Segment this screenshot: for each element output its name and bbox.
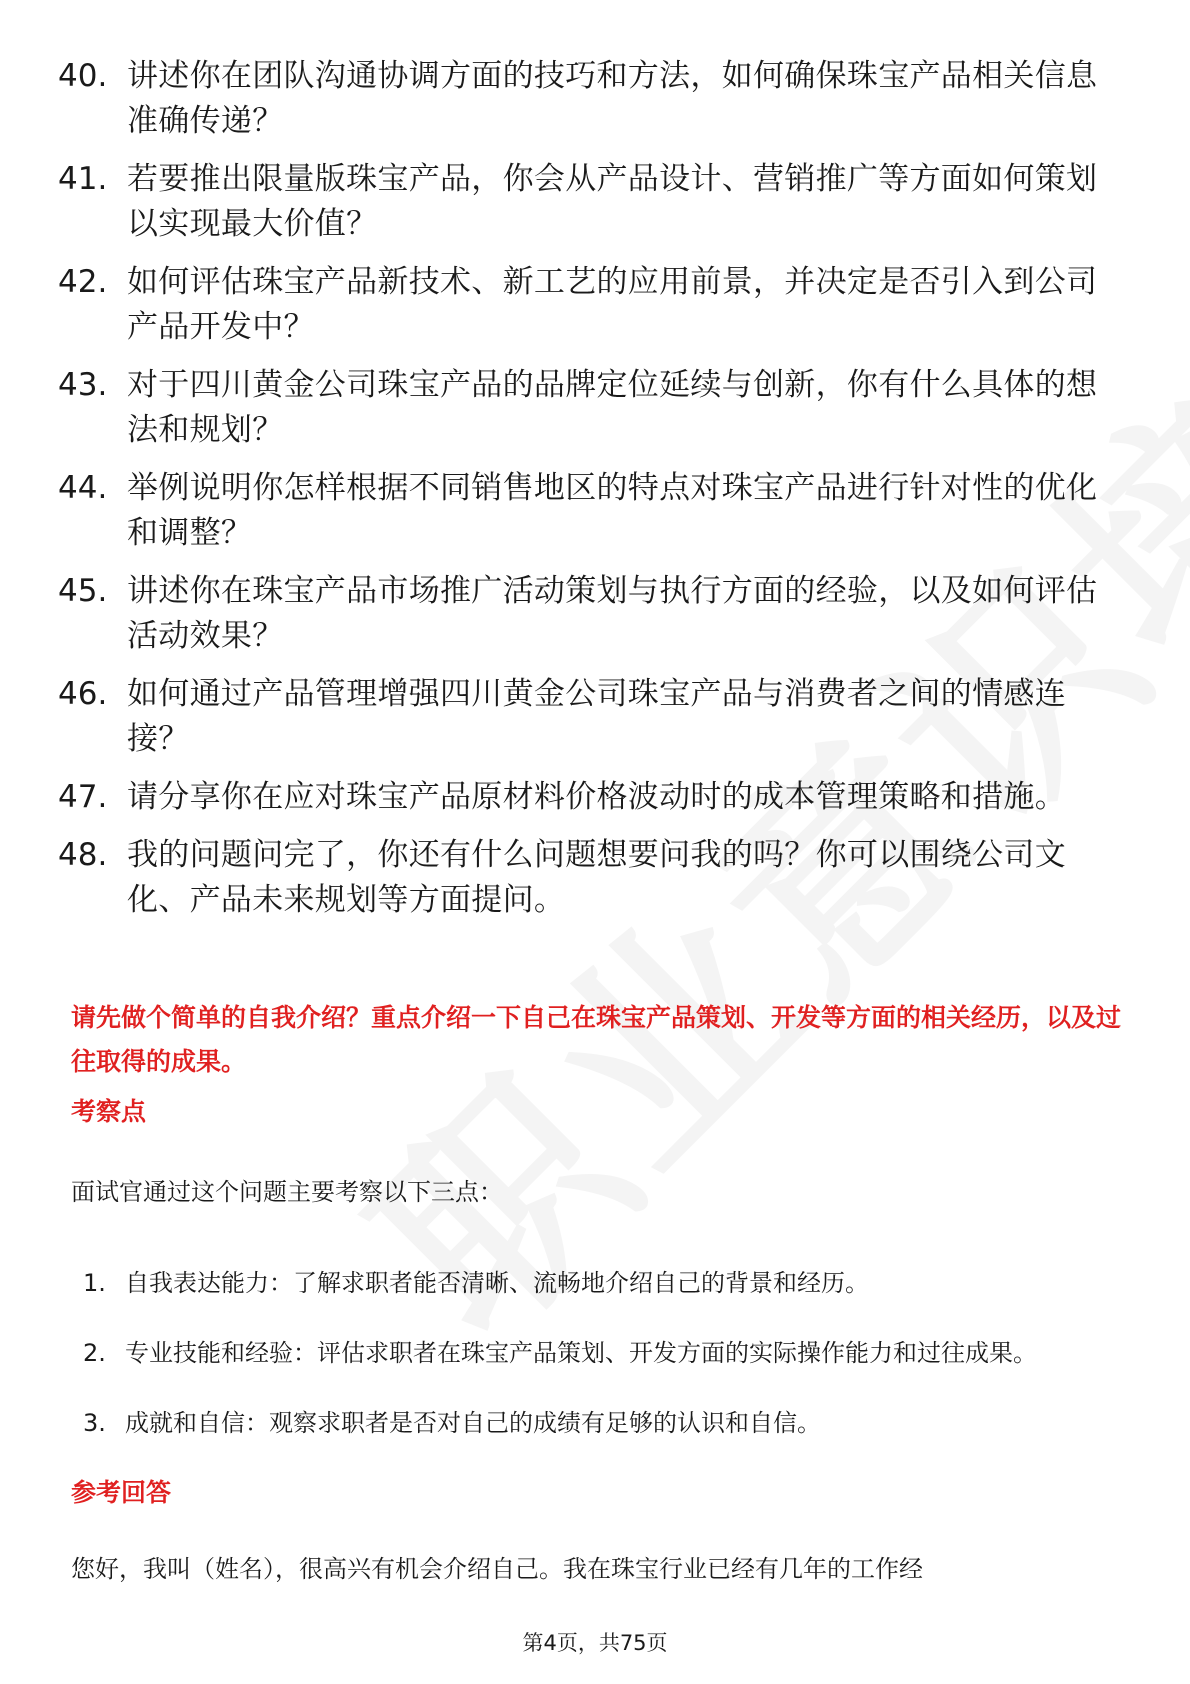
assess-intro: 面试官通过这个问题主要考察以下三点： [71, 1178, 503, 1206]
question-item [58, 260, 1128, 350]
question-list [58, 54, 1128, 936]
assess-point-number: 3. [83, 1409, 106, 1437]
answer-heading: 参考回答 [71, 1478, 172, 1507]
assess-point [83, 1324, 1133, 1382]
question-number: 48. [58, 837, 108, 873]
assess-point [83, 1254, 1133, 1312]
question-item [58, 775, 1128, 820]
assess-heading: 考察点 [71, 1097, 147, 1126]
question-item [58, 466, 1128, 556]
question-text: 讲述你在珠宝产品市场推广活动策划与执行方面的经验，以及如何评估活动效果？ [127, 573, 1098, 654]
assess-point-number: 2. [83, 1339, 106, 1367]
question-item [58, 157, 1128, 247]
answer-text: 您好，我叫（姓名），很高兴有机会介绍自己。我在珠宝行业已经有几年的工作经 [71, 1555, 923, 1583]
highlight-question: 请先做个简单的自我介绍？重点介绍一下自己在珠宝产品策划、开发等方面的相关经历，以及过往取得的成果。 [71, 1003, 1122, 1076]
assess-point-text: 自我表达能力：了解求职者能否清晰、流畅地介绍自己的背景和经历。 [125, 1269, 869, 1297]
question-item [58, 569, 1128, 659]
assess-point-text: 专业技能和经验：评估求职者在珠宝产品策划、开发方面的实际操作能力和过往成果。 [125, 1339, 1037, 1367]
assess-point-list [83, 1254, 1133, 1464]
question-number: 45. [58, 573, 108, 609]
question-number: 47. [58, 779, 108, 815]
question-item [58, 833, 1128, 923]
question-text: 请分享你在应对珠宝产品原材料价格波动时的成本管理策略和措施。 [127, 779, 1066, 815]
question-text: 我的问题问完了，你还有什么问题想要问我的吗？你可以围绕公司文化、产品未来规划等方面提问。 [127, 837, 1066, 918]
question-number: 44. [58, 470, 108, 506]
assess-point-text: 成就和自信：观察求职者是否对自己的成绩有足够的认识和自信。 [125, 1409, 821, 1437]
question-item [58, 363, 1128, 453]
question-text: 若要推出限量版珠宝产品，你会从产品设计、营销推广等方面如何策划以实现最大价值？ [127, 161, 1098, 242]
question-number: 40. [58, 58, 108, 94]
question-number: 43. [58, 367, 108, 403]
question-item [58, 54, 1128, 144]
question-number: 41. [58, 161, 108, 197]
question-text: 讲述你在团队沟通协调方面的技巧和方法，如何确保珠宝产品相关信息准确传递？ [127, 58, 1098, 139]
question-text: 举例说明你怎样根据不同销售地区的特点对珠宝产品进行针对性的优化和调整？ [127, 470, 1098, 551]
question-text: 对于四川黄金公司珠宝产品的品牌定位延续与创新，你有什么具体的想法和规划？ [127, 367, 1098, 448]
question-text: 如何通过产品管理增强四川黄金公司珠宝产品与消费者之间的情感连接？ [127, 676, 1066, 757]
assess-point [83, 1394, 1133, 1452]
page-footer: 第4页，共75页 [522, 1631, 668, 1655]
question-number: 46. [58, 676, 108, 712]
question-item [58, 672, 1128, 762]
question-text: 如何评估珠宝产品新技术、新工艺的应用前景，并决定是否引入到公司产品开发中？ [127, 264, 1098, 345]
assess-point-number: 1. [83, 1269, 106, 1297]
question-number: 42. [58, 264, 108, 300]
